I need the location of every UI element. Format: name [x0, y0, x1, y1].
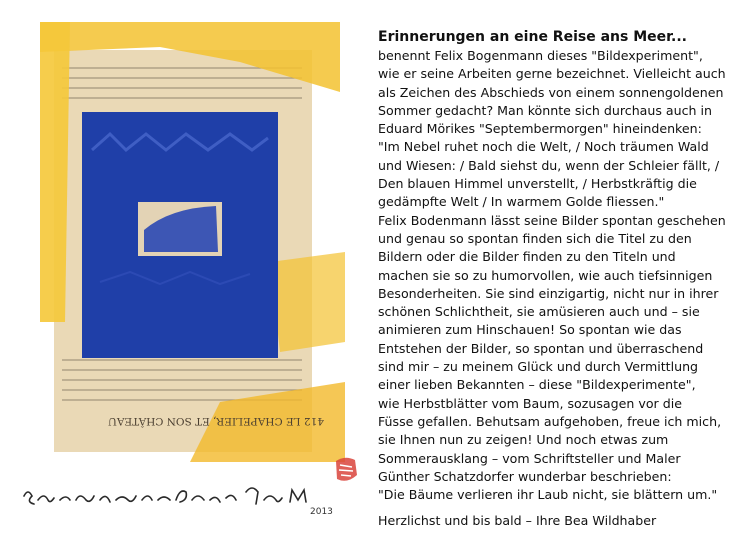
body-line: Entstehen der Bilder, so spontan und überraschend: [378, 340, 704, 356]
handwritten-caption-area: [20, 478, 350, 528]
body-line: sie Ihnen nun zu zeigen! Und noch etwas zum: [378, 432, 669, 448]
body-line: "Im Nebel ruhet noch die Welt, / Noch träumen Wald: [378, 139, 709, 155]
article: [378, 28, 738, 531]
yellow-wash-left: [40, 22, 70, 322]
body-line: und genau so spontan finden sich die Titel zu den: [378, 230, 692, 246]
body-line: wie er seine Arbeiten gerne bezeichnet. Vielleicht auch: [378, 66, 726, 82]
body-line: gedämpfte Welt / In warmem Golde fliessen.": [378, 194, 665, 210]
artwork-collage: [40, 22, 345, 462]
body-line: machen sie so zu humorvollen, wie auch tiefsinnigen: [378, 267, 713, 283]
body-line: benennt Felix Bogenmann dieses "Bildexperiment",: [378, 48, 703, 63]
collage-image: [40, 22, 345, 462]
body-line: sind mir – zu meinem Glück und durch Vermittlung: [378, 359, 699, 375]
body-line: Bildern oder die Bilder finden zu den Titeln und: [378, 249, 676, 265]
body-line: Eduard Mörikes "Septembermorgen" hineindenken:: [378, 121, 702, 137]
body-line: einer lieben Bekannten – diese "Bildexperimente",: [378, 377, 696, 393]
artwork-year: 2013: [310, 507, 333, 517]
body-line: Sommer gedacht? Man könnte sich durchaus auch in: [378, 102, 713, 118]
body-line: wie Herbstblätter vom Baum, sozusagen vor die: [378, 395, 682, 411]
article-signoff: Herzlichst und bis bald – Ihre Bea Wildhaber: [378, 513, 657, 529]
body-line: Sommerausklang – vom Schriftsteller und Maler: [378, 450, 681, 466]
body-line: "Die Bäume verlieren ihr Laub nicht, sie blättern um.": [378, 487, 718, 503]
yellow-wash-right: [270, 252, 345, 352]
body-line: Günther Schatzdorfer wunderbar beschrieben:: [378, 468, 672, 484]
body-line: Füsse gefallen. Behutsam aufgehoben, freue ich mich,: [378, 413, 722, 429]
article-title: Erinnerungen an eine Reise ans Meer...: [378, 29, 687, 45]
body-line: schönen Schlichtheit, sie amüsieren auch und – sie: [378, 304, 700, 320]
article-body: [378, 47, 738, 504]
body-line: als Zeichen des Abschieds von einem sonnengoldenen: [378, 84, 724, 100]
body-line: Den blauen Himmel unverstellt, / Herbstkräftig die: [378, 176, 697, 192]
handwritten-caption: [20, 478, 350, 528]
body-line: und Wiesen: / Bald siehst du, wenn der Schleier fällt, /: [378, 157, 720, 173]
body-line: Felix Bodenmann lässt seine Bilder spontan geschehen: [378, 212, 726, 228]
body-line: Besonderheiten. Sie sind einzigartig, nicht nur in ihrer: [378, 285, 719, 301]
body-line: animieren zum Hinschauen! So spontan wie das: [378, 322, 682, 338]
book-page-header: 412 LE CHAPELIER, ET SON CHÂTEAU: [108, 415, 324, 427]
